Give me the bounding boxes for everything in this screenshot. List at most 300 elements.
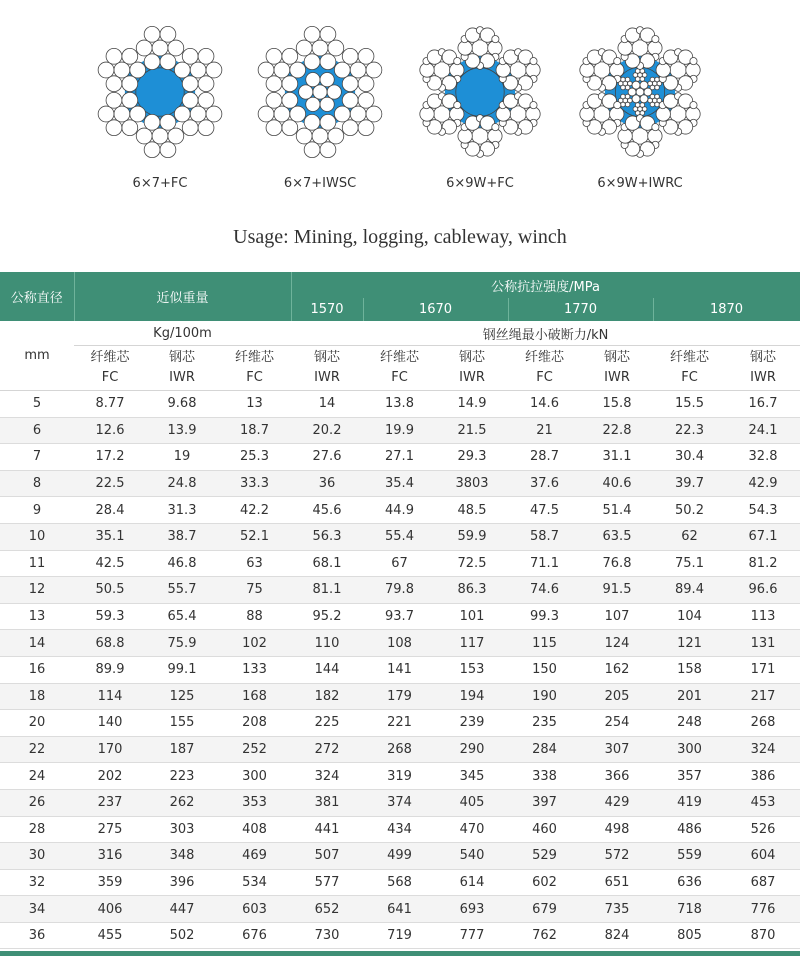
value-cell: 408 <box>218 816 291 843</box>
wire-circle <box>274 62 290 78</box>
wire-circle <box>334 62 350 78</box>
wire-circle <box>655 94 660 99</box>
wire-circle <box>635 103 640 108</box>
value-cell: 37.6 <box>508 470 581 497</box>
wire-circle <box>144 54 160 70</box>
wire-circle <box>160 54 176 70</box>
table-row <box>0 869 800 896</box>
value-cell: 168 <box>218 683 291 710</box>
value-cell: 140 <box>74 710 146 737</box>
caption-6x7-iwsc: 6×7+IWSC <box>283 176 357 191</box>
wire-circle <box>690 102 697 109</box>
wire-circle <box>290 62 306 78</box>
diameter-cell: 24 <box>0 763 74 790</box>
wire-circle <box>342 92 358 108</box>
value-cell: 39.7 <box>653 470 726 497</box>
value-cell: 115 <box>508 630 581 657</box>
value-cell: 15.5 <box>653 391 726 418</box>
value-cell: 353 <box>218 789 291 816</box>
value-cell: 74.6 <box>508 577 581 604</box>
wire-circle <box>258 62 274 78</box>
value-cell: 221 <box>363 710 436 737</box>
value-cell: 396 <box>146 869 218 896</box>
core-en: FC <box>246 370 263 385</box>
wire-circle <box>114 62 130 78</box>
wire-circle <box>655 85 660 90</box>
core-fc-label <box>653 346 726 391</box>
table-row <box>0 391 800 418</box>
value-cell: 217 <box>726 683 800 710</box>
wire-circle <box>320 97 334 111</box>
wire-circle <box>299 85 313 99</box>
value-cell: 652 <box>291 896 363 923</box>
wire-circle <box>304 114 320 130</box>
value-cell: 179 <box>363 683 436 710</box>
core-cn: 钢芯 <box>458 350 485 365</box>
table-row <box>0 444 800 471</box>
wire-circle <box>366 62 382 78</box>
wire-circle <box>304 26 320 42</box>
value-cell: 75.9 <box>146 630 218 657</box>
value-cell: 15.8 <box>581 391 653 418</box>
wire-circle <box>174 106 190 122</box>
wire-circle <box>358 48 374 64</box>
core-iwr-label <box>436 346 508 391</box>
value-cell: 603 <box>218 896 291 923</box>
value-cell: 300 <box>218 763 291 790</box>
value-cell: 572 <box>581 843 653 870</box>
value-cell: 374 <box>363 789 436 816</box>
value-cell: 86.3 <box>436 577 508 604</box>
wire-circle <box>106 92 122 108</box>
value-cell: 104 <box>653 603 726 630</box>
value-cell: 777 <box>436 922 508 949</box>
caption-6x9w-iwrc: 6×9W+IWRC <box>597 176 683 191</box>
diameter-cell: 6 <box>0 417 74 444</box>
wire-circle <box>198 76 214 92</box>
wire-circle <box>206 106 222 122</box>
value-cell: 32.8 <box>726 444 800 471</box>
value-cell: 27.6 <box>291 444 363 471</box>
core-iwr-label <box>291 346 363 391</box>
value-cell: 89.9 <box>74 656 146 683</box>
value-cell: 268 <box>726 710 800 737</box>
value-cell: 88 <box>218 603 291 630</box>
value-cell: 30.4 <box>653 444 726 471</box>
table-row <box>0 523 800 550</box>
value-cell: 91.5 <box>581 577 653 604</box>
value-cell: 455 <box>74 922 146 949</box>
wire-circle <box>454 58 461 65</box>
core-en: IWR <box>459 370 485 385</box>
wire-circle <box>144 114 160 130</box>
wire-circle <box>320 54 336 70</box>
value-cell: 22.5 <box>74 470 146 497</box>
diameter-cell: 13 <box>0 603 74 630</box>
fiber-core <box>456 68 504 116</box>
table-row <box>0 789 800 816</box>
grade-1570: 1570 <box>291 298 363 321</box>
value-cell: 24.8 <box>146 470 218 497</box>
wire-circle <box>160 142 176 158</box>
wire-circle <box>640 95 648 103</box>
value-cell: 208 <box>218 710 291 737</box>
rope-diagram-6x7-fc <box>80 22 240 162</box>
value-cell: 345 <box>436 763 508 790</box>
diameter-cell: 30 <box>0 843 74 870</box>
rope-diagram-6x7-iwsc <box>240 22 400 162</box>
wire-circle <box>152 128 168 144</box>
table-row <box>0 550 800 577</box>
core-iwr-label <box>581 346 653 391</box>
value-cell: 252 <box>218 736 291 763</box>
core-cn: 钢芯 <box>750 350 777 365</box>
value-cell: 679 <box>508 896 581 923</box>
value-cell: 68.1 <box>291 550 363 577</box>
value-cell: 21 <box>508 417 581 444</box>
value-cell: 568 <box>363 869 436 896</box>
value-cell: 805 <box>653 922 726 949</box>
value-cell: 272 <box>291 736 363 763</box>
wire-circle <box>320 26 336 42</box>
wire-circle <box>358 92 374 108</box>
rope-diagram-6x9w-iwrc <box>560 22 720 162</box>
value-cell: 67 <box>363 550 436 577</box>
wire-circle <box>130 106 146 122</box>
wire-circle <box>366 106 382 122</box>
value-cell: 35.1 <box>74 523 146 550</box>
wire-circle <box>106 48 122 64</box>
wire-circle <box>130 62 146 78</box>
grade-1870: 1870 <box>653 298 800 321</box>
value-cell: 284 <box>508 736 581 763</box>
wire-circle <box>328 128 344 144</box>
wire-circle <box>328 40 344 56</box>
value-cell: 99.1 <box>146 656 218 683</box>
value-cell: 76.8 <box>581 550 653 577</box>
diameter-cell: 20 <box>0 710 74 737</box>
wire-circle <box>266 48 282 64</box>
value-cell: 51.4 <box>581 497 653 524</box>
value-cell: 3803 <box>436 470 508 497</box>
value-cell: 262 <box>146 789 218 816</box>
table-row <box>0 683 800 710</box>
value-cell: 81.2 <box>726 550 800 577</box>
value-cell: 124 <box>581 630 653 657</box>
value-cell: 469 <box>218 843 291 870</box>
caption-6x7-fc: 6×7+FC <box>132 176 188 191</box>
table-row <box>0 603 800 630</box>
value-cell: 223 <box>146 763 218 790</box>
wire-circle <box>492 36 499 43</box>
diameter-cell: 26 <box>0 789 74 816</box>
value-cell: 95.2 <box>291 603 363 630</box>
value-cell: 225 <box>291 710 363 737</box>
table-row <box>0 922 800 949</box>
value-cell: 107 <box>581 603 653 630</box>
value-cell: 870 <box>726 922 800 949</box>
value-cell: 72.5 <box>436 550 508 577</box>
wire-circle <box>198 92 214 108</box>
wire-circle <box>304 142 320 158</box>
wire-circle <box>282 48 298 64</box>
wire-circle <box>614 58 621 65</box>
value-cell: 28.7 <box>508 444 581 471</box>
core-iwr-label <box>726 346 800 391</box>
value-cell: 162 <box>581 656 653 683</box>
table-body <box>0 391 800 949</box>
value-cell: 397 <box>508 789 581 816</box>
value-cell: 71.1 <box>508 550 581 577</box>
header-approx-weight: 近似重量 <box>74 272 291 321</box>
wire-circle <box>198 48 214 64</box>
diameter-cell: 7 <box>0 444 74 471</box>
wire-circle <box>342 120 358 136</box>
value-cell: 144 <box>291 656 363 683</box>
value-cell: 22.3 <box>653 417 726 444</box>
table-row <box>0 710 800 737</box>
value-cell: 194 <box>436 683 508 710</box>
value-cell: 324 <box>726 736 800 763</box>
core-cn: 钢芯 <box>168 350 195 365</box>
value-cell: 101 <box>436 603 508 630</box>
diameter-cell: 32 <box>0 869 74 896</box>
value-cell: 676 <box>218 922 291 949</box>
value-cell: 117 <box>436 630 508 657</box>
wire-circle <box>327 85 341 99</box>
value-cell: 762 <box>508 922 581 949</box>
value-cell: 824 <box>581 922 653 949</box>
value-cell: 776 <box>726 896 800 923</box>
diameter-cell: 8 <box>0 470 74 497</box>
value-cell: 502 <box>146 922 218 949</box>
wire-circle <box>182 120 198 136</box>
value-cell: 50.5 <box>74 577 146 604</box>
value-cell: 110 <box>291 630 363 657</box>
value-cell: 55.4 <box>363 523 436 550</box>
value-cell: 268 <box>363 736 436 763</box>
unit-mm: mm <box>0 321 74 391</box>
diameter-cell: 14 <box>0 630 74 657</box>
value-cell: 534 <box>218 869 291 896</box>
caption-6x9w-fc: 6×9W+FC <box>446 176 514 191</box>
wire-circle <box>320 114 336 130</box>
value-cell: 33.3 <box>218 470 291 497</box>
value-cell: 170 <box>74 736 146 763</box>
value-cell: 131 <box>726 630 800 657</box>
wire-circle <box>98 62 114 78</box>
diameter-cell: 36 <box>0 922 74 949</box>
wire-circle <box>320 142 336 158</box>
value-cell: 79.8 <box>363 577 436 604</box>
header-nominal-diameter: 公称直径 <box>0 272 74 321</box>
value-cell: 59.3 <box>74 603 146 630</box>
value-cell: 75 <box>218 577 291 604</box>
value-cell: 719 <box>363 922 436 949</box>
table-row <box>0 843 800 870</box>
value-cell: 693 <box>436 896 508 923</box>
core-en: FC <box>536 370 553 385</box>
value-cell: 27.1 <box>363 444 436 471</box>
value-cell: 366 <box>581 763 653 790</box>
wire-circle <box>492 124 499 131</box>
value-cell: 153 <box>436 656 508 683</box>
value-cell: 718 <box>653 896 726 923</box>
usage-text: Usage: Mining, logging, cableway, winch <box>233 226 567 248</box>
wire-circle <box>358 76 374 92</box>
wire-circle <box>168 40 184 56</box>
wire-circle <box>306 73 320 87</box>
wire-circle <box>258 106 274 122</box>
wire-circle <box>144 26 160 42</box>
rope-diagrams <box>0 0 800 270</box>
value-cell: 89.4 <box>653 577 726 604</box>
value-cell: 324 <box>291 763 363 790</box>
value-cell: 81.1 <box>291 577 363 604</box>
wire-circle <box>313 85 327 99</box>
diameter-cell: 22 <box>0 736 74 763</box>
value-cell: 13.9 <box>146 417 218 444</box>
value-cell: 114 <box>74 683 146 710</box>
table-row <box>0 736 800 763</box>
value-cell: 125 <box>146 683 218 710</box>
value-cell: 14 <box>291 391 363 418</box>
value-cell: 319 <box>363 763 436 790</box>
diameter-cell: 9 <box>0 497 74 524</box>
wire-circle <box>106 76 122 92</box>
value-cell: 614 <box>436 869 508 896</box>
core-cn: 纤维芯 <box>524 350 564 365</box>
value-cell: 419 <box>653 789 726 816</box>
core-iwr-label <box>146 346 218 391</box>
core-fc-label <box>74 346 146 391</box>
value-cell: 182 <box>291 683 363 710</box>
value-cell: 35.4 <box>363 470 436 497</box>
table-row <box>0 763 800 790</box>
diameter-cell: 34 <box>0 896 74 923</box>
bottom-bar <box>0 951 800 956</box>
wire-circle <box>190 106 206 122</box>
value-cell: 735 <box>581 896 653 923</box>
value-cell: 202 <box>74 763 146 790</box>
value-cell: 16.7 <box>726 391 800 418</box>
wire-circle <box>650 77 655 82</box>
core-cn: 钢芯 <box>603 350 630 365</box>
value-cell: 14.9 <box>436 391 508 418</box>
wire-circle <box>122 48 138 64</box>
wire-circle <box>274 106 290 122</box>
value-cell: 526 <box>726 816 800 843</box>
wire-circle <box>652 36 659 43</box>
wire-circle <box>290 106 306 122</box>
breaking-force-label: 钢丝绳最小破断力/kN <box>291 321 800 346</box>
wire-circle <box>182 76 198 92</box>
value-cell: 8.77 <box>74 391 146 418</box>
value-cell: 602 <box>508 869 581 896</box>
wire-circle <box>625 102 630 107</box>
diameter-cell: 11 <box>0 550 74 577</box>
wire-circle <box>182 48 198 64</box>
wire-circle <box>282 92 298 108</box>
wire-circle <box>136 128 152 144</box>
value-cell: 14.6 <box>508 391 581 418</box>
wire-circle <box>640 81 648 89</box>
wire-circle <box>690 58 697 65</box>
wire-circle <box>530 58 537 65</box>
wire-circle <box>160 26 176 42</box>
value-cell: 470 <box>436 816 508 843</box>
diameter-cell: 10 <box>0 523 74 550</box>
table-row <box>0 656 800 683</box>
wire-circle <box>614 102 621 109</box>
table-row <box>0 497 800 524</box>
wire-circle <box>650 94 655 99</box>
value-cell: 31.1 <box>581 444 653 471</box>
wire-circle <box>98 106 114 122</box>
core-en: IWR <box>314 370 340 385</box>
wire-circle <box>625 94 630 99</box>
value-cell: 507 <box>291 843 363 870</box>
value-cell: 22.8 <box>581 417 653 444</box>
value-cell: 235 <box>508 710 581 737</box>
value-cell: 155 <box>146 710 218 737</box>
wire-circle <box>655 102 660 107</box>
value-cell: 239 <box>436 710 508 737</box>
table-row <box>0 470 800 497</box>
value-cell: 357 <box>653 763 726 790</box>
value-cell: 201 <box>653 683 726 710</box>
table-row <box>0 417 800 444</box>
wire-circle <box>282 76 298 92</box>
wire-circle <box>625 77 630 82</box>
value-cell: 62 <box>653 523 726 550</box>
wire-circle <box>136 40 152 56</box>
wire-circle <box>306 97 320 111</box>
value-cell: 641 <box>363 896 436 923</box>
value-cell: 96.6 <box>726 577 800 604</box>
value-cell: 25.3 <box>218 444 291 471</box>
value-cell: 429 <box>581 789 653 816</box>
value-cell: 19 <box>146 444 218 471</box>
wire-circle <box>296 40 312 56</box>
diameter-cell: 16 <box>0 656 74 683</box>
wire-circle <box>114 106 130 122</box>
core-en: IWR <box>169 370 195 385</box>
wire-circle <box>152 40 168 56</box>
value-cell: 338 <box>508 763 581 790</box>
value-cell: 121 <box>653 630 726 657</box>
value-cell: 13.8 <box>363 391 436 418</box>
value-cell: 290 <box>436 736 508 763</box>
diameter-cell: 12 <box>0 577 74 604</box>
value-cell: 307 <box>581 736 653 763</box>
value-cell: 559 <box>653 843 726 870</box>
value-cell: 65.4 <box>146 603 218 630</box>
wire-circle <box>198 120 214 136</box>
value-cell: 529 <box>508 843 581 870</box>
grade-1670: 1670 <box>363 298 508 321</box>
wire-circle <box>530 102 537 109</box>
grade-1770: 1770 <box>508 298 653 321</box>
value-cell: 13 <box>218 391 291 418</box>
value-cell: 248 <box>653 710 726 737</box>
wire-circle <box>655 77 660 82</box>
wire-circle <box>122 76 138 92</box>
core-type-row <box>0 346 800 391</box>
spec-table <box>0 272 800 949</box>
value-cell: 9.68 <box>146 391 218 418</box>
value-cell: 498 <box>581 816 653 843</box>
